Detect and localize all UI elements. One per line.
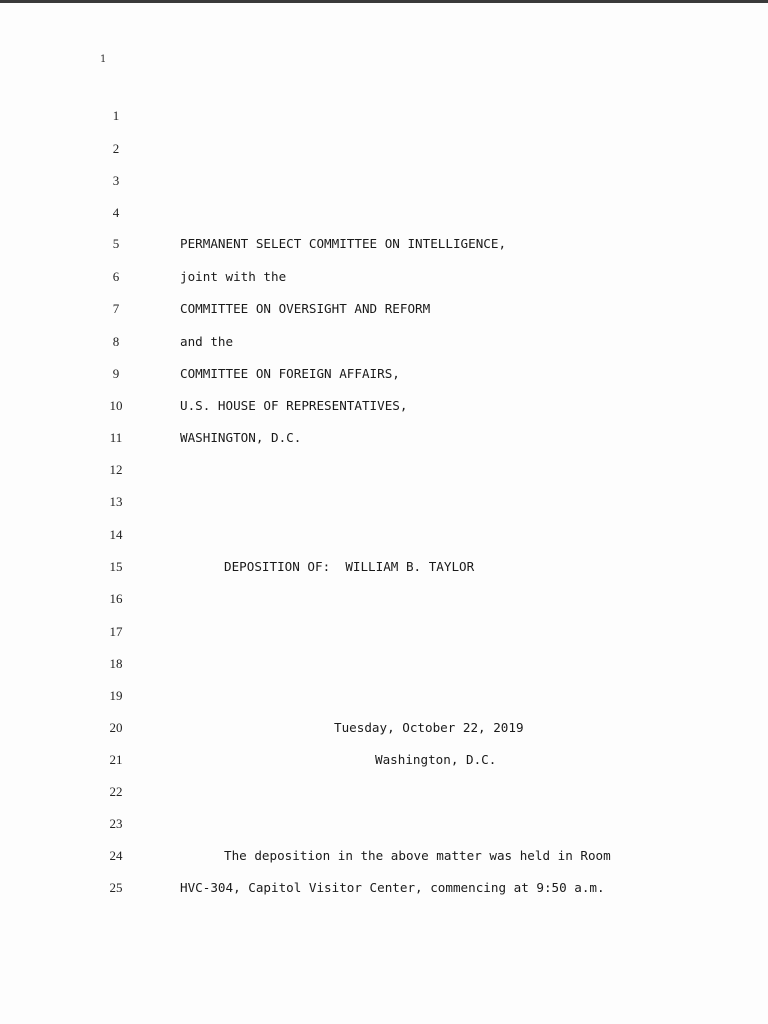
transcript-line [0,718,768,738]
transcript-line [0,106,768,126]
line-number: 18 [109,656,123,671]
transcript-line [0,203,768,223]
transcript-line [0,557,768,577]
transcript-line [0,525,768,545]
line-number: 1 [112,108,120,123]
transcript-line [0,171,768,191]
line-number: 6 [112,269,120,284]
line-number: 4 [112,205,120,220]
transcript-line [0,814,768,834]
line-number: 15 [109,559,123,574]
line-number: 19 [109,688,123,703]
line-number: 10 [109,398,123,413]
deposition-location: Washington, D.C. [375,752,497,767]
committee-title: COMMITTEE ON OVERSIGHT AND REFORM [180,301,431,316]
line-number: 22 [109,784,123,799]
transcript-line [0,428,768,448]
line-number: 9 [112,366,120,381]
line-text: U.S. HOUSE OF REPRESENTATIVES, [180,398,408,413]
line-number: 8 [112,334,120,349]
line-number: 11 [109,430,123,445]
committee-title: COMMITTEE ON FOREIGN AFFAIRS, [180,366,400,381]
transcript-line [0,782,768,802]
transcript-line [0,750,768,770]
transcript-line [0,492,768,512]
page-top-border [0,0,768,3]
deposition-date: Tuesday, October 22, 2019 [334,720,524,735]
line-number: 3 [112,173,120,188]
line-text: and the [180,334,234,349]
body-text: HVC-304, Capitol Visitor Center, commencing at 9:50 a.m. [180,880,605,895]
line-number: 25 [109,880,123,895]
line-number: 24 [109,848,123,863]
transcript-line [0,234,768,254]
line-number: 14 [109,527,123,542]
transcript-line [0,654,768,674]
line-number: 2 [112,141,120,156]
line-number: 20 [109,720,123,735]
line-number: 13 [109,494,123,509]
transcript-line [0,267,768,287]
deposition-heading: DEPOSITION OF: WILLIAM B. TAYLOR [224,559,475,574]
transcript-line [0,139,768,159]
transcript-line [0,878,768,898]
transcript-line [0,332,768,352]
committee-title: PERMANENT SELECT COMMITTEE ON INTELLIGENCE, [180,236,507,251]
line-text: WASHINGTON, D.C. [180,430,302,445]
line-number: 21 [109,752,123,767]
line-number: 16 [109,591,123,606]
transcript-line [0,460,768,480]
line-text: joint with the [180,269,287,284]
line-number: 23 [109,816,123,831]
line-number: 12 [109,462,123,477]
line-number: 7 [112,301,120,316]
page-number: 1 [100,54,107,65]
transcript-line [0,686,768,706]
line-number: 17 [109,624,123,639]
line-number: 5 [112,236,120,251]
transcript-line [0,364,768,384]
body-text: The deposition in the above matter was held in Room [224,848,611,863]
transcript-line [0,299,768,319]
transcript-line [0,396,768,416]
transcript-line [0,622,768,642]
transcript-line [0,589,768,609]
transcript-line [0,846,768,866]
